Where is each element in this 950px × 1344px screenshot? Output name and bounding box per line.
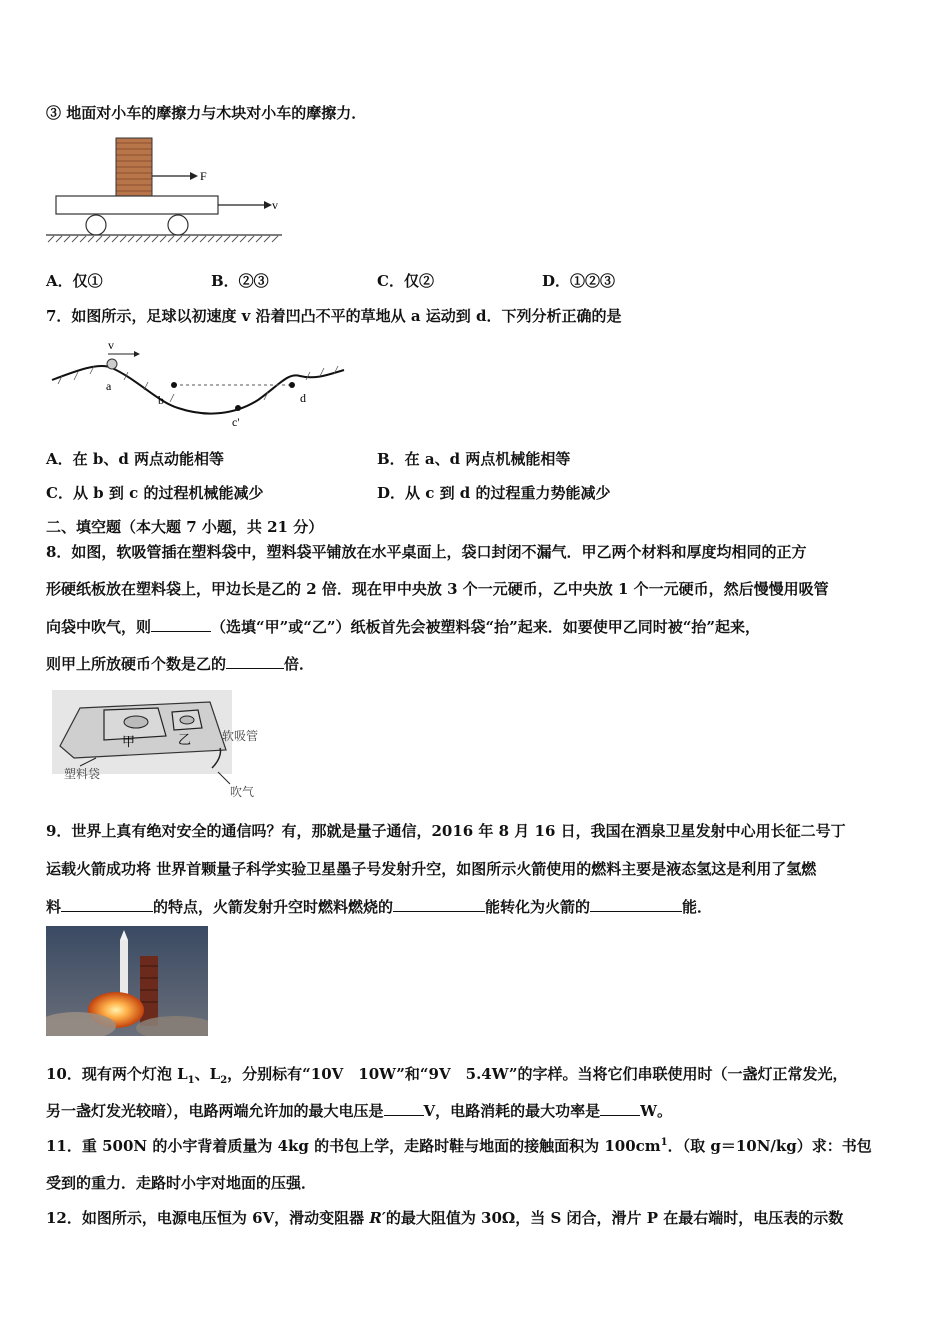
q9-line3-text-d: 能． [682, 898, 713, 916]
q8-line3-text-b: （选填“甲”或“乙”）纸板首先会被塑料袋“抬”起来．如要使甲乙同时被“抬”起来， [211, 618, 761, 636]
q12-line1-text-a: 12．如图所示，电源电压恒为 6V，滑动变阻器 [46, 1209, 370, 1227]
q10-subscript-1: 1 [187, 1075, 195, 1086]
wood-block [116, 138, 152, 196]
label-tube: 软吸管 [222, 729, 259, 743]
ball [107, 359, 117, 369]
q6-option-a[interactable]: A．仅① [46, 272, 103, 290]
point-b-label: b [158, 393, 164, 407]
cart-wheel-left [86, 215, 106, 235]
q8-line3-text-a: 向袋中吹气，则 [46, 618, 152, 636]
q10-line2-text-a: 另一盏灯发光较暗），电路两端允许加的最大电压是 [46, 1102, 384, 1120]
q8-line4-text-a: 则甲上所放硬币个数是乙的 [46, 655, 227, 673]
q10-line1 [46, 1063, 847, 1086]
q10-line2-text-c: W。 [640, 1102, 673, 1120]
initial-velocity-arrowhead [134, 351, 140, 357]
q10-line1-text-c: ，分别标有“10V 10W”和“9V 5.4W”的字样。当将它们串联使用时（一盏灯正常发光， [227, 1065, 848, 1083]
q9-line3-text-c: 能转化为火箭的 [485, 898, 591, 916]
q11-line1-text-b: ．（取 g＝10N/kg）求：书包 [667, 1137, 872, 1155]
rocket-body [120, 940, 128, 994]
q10-line2 [46, 1100, 672, 1121]
q8-line4 [46, 653, 314, 674]
q10-line1-text-a: 10．现有两个灯泡 L [46, 1065, 188, 1083]
label-blow: 吹气 [230, 785, 255, 799]
q7-option-b[interactable]: B．在 a、d 两点机械能相等 [377, 450, 571, 468]
q8-line1: 8．如图，软吸管插在塑料袋中，塑料袋平铺放在水平桌面上，袋口封闭不漏气．甲乙两个材料和厚度均相同的正方 [46, 543, 807, 561]
q9-line3 [46, 896, 712, 917]
velocity-label: v [272, 198, 278, 212]
q12-line1 [46, 1207, 843, 1228]
q6-option-d[interactable]: D．①②③ [542, 272, 616, 290]
q11-superscript: 1 [660, 1137, 668, 1148]
point-a-label: a [106, 379, 112, 393]
q12-resistor-symbol: R′ [369, 1209, 386, 1227]
q10-blank-2[interactable] [600, 1101, 640, 1116]
point-d [289, 382, 295, 388]
q8-line3 [46, 616, 760, 637]
cart-body [56, 196, 218, 214]
point-d-label: d [300, 391, 306, 405]
q9-blank-1[interactable] [61, 897, 153, 912]
q9-blank-2[interactable] [393, 897, 485, 912]
q9-line1: 9．世界上真有绝对安全的通信吗？有，那就是量子通信，2016 年 8 月 16 日，我国在酒泉卫星发射中心用长征二号丁 [46, 822, 846, 840]
coins-jia [124, 716, 148, 728]
q7-option-a[interactable]: A．在 b、d 两点动能相等 [46, 450, 225, 468]
velocity-arrowhead [264, 201, 272, 209]
rocket-launch-photo [46, 926, 208, 1036]
label-bag: 塑料袋 [64, 767, 101, 781]
terrain-figure [48, 336, 348, 432]
q11-line1 [46, 1135, 872, 1156]
q8-line2: 形硬纸板放在塑料袋上，甲边长是乙的 2 倍．现在甲中央放 3 个一元硬币，乙中央放 1 个一元硬币，然后慢慢用吸管 [46, 580, 829, 598]
q9-blank-3[interactable] [590, 897, 682, 912]
ground-hatch [48, 236, 278, 242]
q11-line2: 受到的重力．走路时小宇对地面的压强． [46, 1174, 317, 1192]
grass-hatch [58, 366, 338, 402]
q10-subscript-2: 2 [220, 1075, 228, 1086]
point-c-label: c' [232, 415, 240, 429]
terrain-curve [52, 366, 344, 414]
label-jia: 甲 [122, 735, 136, 750]
q7-option-d[interactable]: D．从 c 到 d 的过程重力势能减少 [377, 484, 611, 502]
q10-line1-text-b: 、L [194, 1065, 221, 1083]
q10-blank-1[interactable] [384, 1101, 424, 1116]
force-label: F [200, 169, 207, 183]
q6-option-c[interactable]: C．仅② [377, 272, 434, 290]
q6-item3: ③ 地面对小车的摩擦力与木块对小车的摩擦力． [46, 104, 367, 122]
q8-blank-2[interactable] [226, 654, 284, 669]
q8-blank-1[interactable] [151, 617, 211, 632]
point-c [235, 405, 241, 411]
coin-yi [180, 716, 194, 724]
q9-line3-text-a: 料 [46, 898, 62, 916]
q7-stem: 7．如图所示，足球以初速度 v 沿着凹凸不平的草地从 a 运动到 d．下列分析正确的是 [46, 307, 622, 325]
q7-option-c[interactable]: C．从 b 到 c 的过程机械能减少 [46, 484, 264, 502]
q6-option-b[interactable]: B．②③ [211, 272, 269, 290]
label-yi: 乙 [178, 733, 192, 748]
q9-line3-text-b: 的特点，火箭发射升空时燃料燃烧的 [153, 898, 394, 916]
cart-figure [44, 134, 284, 246]
q8-line4-text-b: 倍． [284, 655, 315, 673]
point-b [171, 382, 177, 388]
q9-line2: 运载火箭成功将 世界首颗量子科学实验卫星墨子号发射升空，如图所示火箭使用的燃料主要是液态氢这是利用了氢燃 [46, 860, 817, 878]
velocity-label: v [108, 338, 114, 352]
q11-line1-text-a: 11．重 500N 的小宇背着质量为 4kg 的书包上学，走路时鞋与地面的接触面积为 100cm [46, 1137, 661, 1155]
cart-wheel-right [168, 215, 188, 235]
plastic-bag-figure [50, 688, 270, 800]
force-arrowhead [190, 172, 198, 180]
section-heading: 二、填空题（本大题 7 小题，共 21 分） [46, 518, 324, 536]
q12-line1-text-b: 的最大阻值为 30Ω，当 S 闭合，滑片 P 在最右端时，电压表的示数 [385, 1209, 844, 1227]
q10-line2-text-b: V，电路消耗的最大功率是 [423, 1102, 601, 1120]
